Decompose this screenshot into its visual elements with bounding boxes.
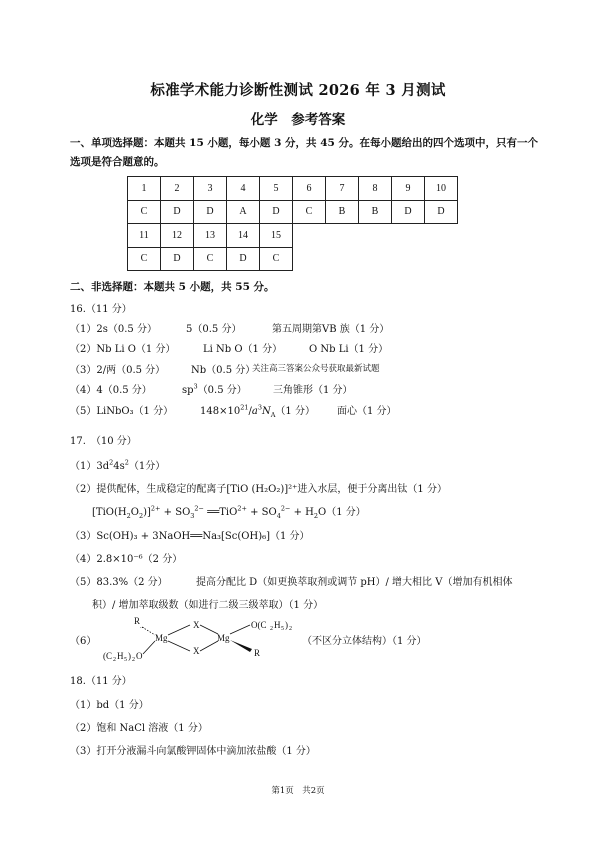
page-footer: 第1页 共2页 (271, 786, 325, 796)
svg-text:X: X (193, 646, 200, 656)
q18-heading: 18.（11 分） (70, 676, 132, 687)
table-cell: B (359, 200, 392, 224)
page-title: 标准学术能力诊断性测试 2026 年 3 月测试 (150, 82, 446, 99)
q16-5a: （5）LiNbO₃（1 分） (70, 406, 174, 417)
svg-text:H: H (274, 620, 281, 630)
answer-table (127, 176, 458, 271)
table-cell: D (425, 200, 458, 224)
table-cell: 2 (161, 177, 194, 201)
q16-5c: 面心（1 分） (337, 406, 397, 417)
svg-text:5: 5 (124, 657, 127, 663)
table-cell: 3 (194, 177, 227, 201)
svg-text:2: 2 (132, 657, 135, 663)
svg-text:5: 5 (281, 626, 284, 632)
table-cell: D (161, 200, 194, 224)
q16-5b: $148\times 10^{21}/a^3N_A(1$ 分） (200, 403, 315, 419)
table-cell: D (161, 247, 194, 271)
table-cell: D (227, 247, 260, 271)
svg-text:2: 2 (289, 626, 292, 632)
svg-text:Mg: Mg (155, 633, 168, 643)
svg-text:H: H (117, 651, 124, 661)
table-cell: 11 (128, 224, 161, 248)
q17-heading: 17. （10 分） (70, 436, 137, 447)
q17-1: $(1)3d^24s^2(1$分） (70, 458, 166, 472)
svg-text:...: ... (140, 624, 145, 630)
q16-1b: 5（0.5 分） (186, 324, 242, 335)
wedge-bond (230, 640, 252, 652)
q17-6b: （不区分立体结构）（1 分） (302, 636, 427, 647)
table-row (128, 224, 458, 248)
q16-2c: O Nb Li（1 分） (309, 344, 389, 355)
svg-text:): ) (285, 620, 288, 630)
watermark-text: 关注高三答案公众号获取最新试题 (252, 364, 380, 374)
q16-1c: 第五周期第VB 族（1 分） (272, 324, 390, 335)
q17-5b: 提高分配比 D（如更换萃取剂或调节 pH）/ 增大相比 V（增加有机相体 (196, 577, 513, 588)
svg-text:O: O (136, 651, 143, 661)
table-cell: 1 (128, 177, 161, 201)
table-cell: A (227, 200, 260, 224)
q18-3: （3）打开分液漏斗向氯酸钾固体中滴加浓盐酸（1 分） (70, 746, 316, 757)
table-cell: 15 (260, 224, 293, 248)
svg-text:2: 2 (270, 626, 273, 632)
q18-1: （1）bd（1 分） (70, 700, 149, 711)
table-row (128, 200, 458, 224)
q16-4b: $sp^3(0.5$ 分） (182, 382, 247, 396)
table-row (128, 177, 458, 201)
svg-text:Mg: Mg (217, 633, 230, 643)
q16-2a: （2）Nb Li O（1 分） (70, 344, 176, 355)
section1-heading: 一、单项选择题：本题共 15 小题，每小题 3 分，共 45 分。在每小题给出的四个选项中，只有一个选项是符合题意的。 (70, 137, 538, 168)
q16-4c: 三角锥形（1 分） (273, 385, 353, 396)
table-cell: C (260, 247, 293, 271)
svg-text:2: 2 (113, 657, 116, 663)
svg-text:): ) (128, 651, 131, 661)
q18-2: （2）饱和 NaCl 溶液（1 分） (70, 723, 208, 734)
table-cell: C (128, 200, 161, 224)
svg-text:R: R (254, 648, 261, 658)
svg-text:O(C: O(C (251, 620, 267, 630)
svg-text:X: X (193, 620, 200, 630)
table-cell: 9 (392, 177, 425, 201)
grignard-dimer-structure (100, 614, 300, 666)
table-cell: 6 (293, 177, 326, 201)
table-cell: 10 (425, 177, 458, 201)
table-cell: D (194, 200, 227, 224)
q17-6: （6） (70, 636, 97, 647)
table-cell: 7 (326, 177, 359, 201)
page-subtitle: 化学 参考答案 (250, 112, 346, 128)
q16-1a: （1）2s（0.5 分） (70, 324, 157, 335)
table-cell: 5 (260, 177, 293, 201)
q17-3: （3）Sc(OH)₃ + 3NaOH══Na₃[Sc(OH)₆]（1 分） (70, 531, 310, 542)
table-cell: C (194, 247, 227, 271)
table-cell: 4 (227, 177, 260, 201)
table-cell: B (326, 200, 359, 224)
table-cell: 14 (227, 224, 260, 248)
q16-4a: （4）4（0.5 分） (70, 385, 152, 396)
q16-2b: Li Nb O（1 分） (203, 344, 283, 355)
table-cell: C (128, 247, 161, 271)
table-cell: C (293, 200, 326, 224)
table-row (128, 247, 458, 271)
table-cell: D (392, 200, 425, 224)
svg-text:R: R (134, 616, 141, 626)
table-cell: 12 (161, 224, 194, 248)
q17-2: （2）提供配体，生成稳定的配离子[TiO (H₂O₂)]²⁺进入水层，便于分离出钛（1 分） (70, 484, 447, 495)
q17-5a: （5）83.3%（2 分） (70, 577, 168, 588)
table-cell: 13 (194, 224, 227, 248)
q16-3a: （3）2/两（0.5 分） (70, 365, 166, 376)
table-cell: 8 (359, 177, 392, 201)
q17-4: （4）2.8×10⁻⁶（2 分） (70, 554, 183, 565)
svg-text:(C: (C (103, 651, 112, 661)
section2-heading: 二、非选择题：本题共 5 小题，共 55 分。 (70, 281, 275, 293)
q17-5c: 积）/ 增加萃取级数（如进行二级三级萃取）（1 分） (92, 600, 324, 611)
q16-heading: 16.（11 分） (70, 304, 132, 315)
q16-3b: Nb（0.5 分） (191, 365, 256, 376)
table-cell: D (260, 200, 293, 224)
q17-2b: $[TiO(H_2O_2)]^{2+} + SO_3^{2-}$ ══TiO$^{2+}$ + $SO_4^{2-} + H_2O(1$ 分） (92, 504, 366, 520)
